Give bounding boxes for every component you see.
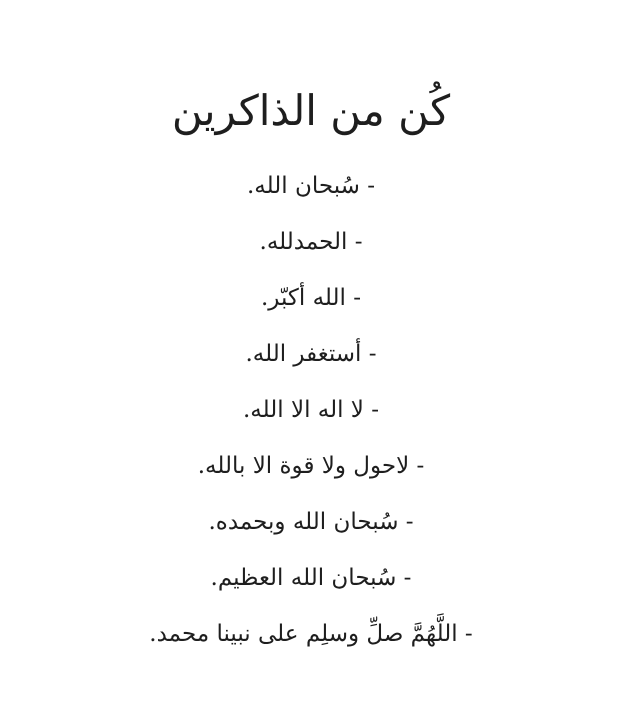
list-item: - سُبحان الله وبحمده. [208,509,414,535]
list-item: - الله أكبّر. [260,285,362,311]
list-item: - أستغفر الله. [245,341,377,367]
page-title: كُن من الذاكرين [171,86,451,135]
list-item: - سُبحان الله. [246,173,375,199]
list-item: - لا اله الا الله. [242,397,380,423]
dhikr-list [0,166,622,670]
list-item: - اللَّهُمَّ صلِّ وسلِم على نبينا محمد. [149,621,473,647]
list-item: - سُبحان الله العظيم. [210,565,412,591]
list-item: - لاحول ولا قوة الا بالله. [197,453,425,479]
list-item: - الحمدلله. [259,229,363,255]
